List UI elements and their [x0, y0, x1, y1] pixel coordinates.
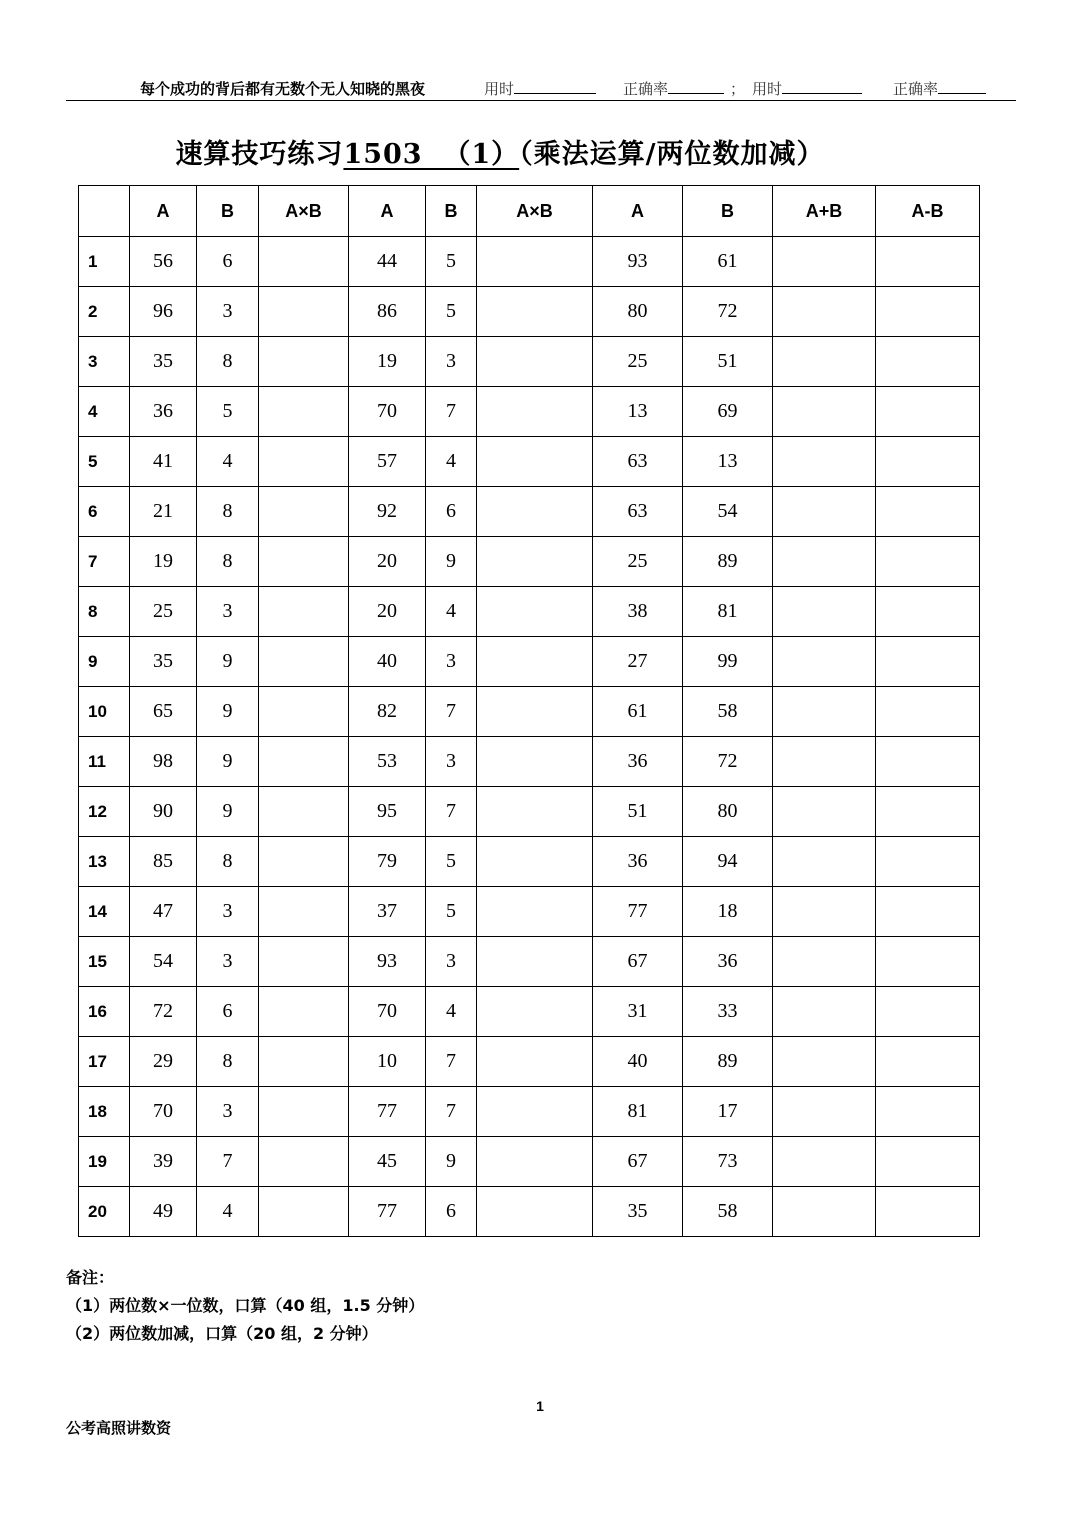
answer-product-cell[interactable] — [259, 1037, 349, 1087]
row-number-cell: 13 — [79, 837, 130, 887]
value-a-cell: 20 — [349, 587, 426, 637]
value-b-cell: 3 — [426, 737, 477, 787]
time-label-1: 用时 — [484, 80, 515, 98]
column-header: A-B — [876, 186, 980, 237]
answer-difference-cell[interactable] — [876, 637, 980, 687]
table-row — [79, 537, 980, 587]
value-a-cell: 36 — [593, 737, 683, 787]
value-a-cell: 25 — [130, 587, 197, 637]
value-a-cell: 40 — [349, 637, 426, 687]
accuracy-field-2[interactable] — [893, 78, 986, 99]
value-a-cell: 67 — [593, 937, 683, 987]
column-header: A — [349, 186, 426, 237]
value-b-cell: 3 — [426, 937, 477, 987]
value-b-cell: 9 — [197, 787, 259, 837]
value-a-cell: 61 — [593, 687, 683, 737]
time-blank-1[interactable] — [514, 79, 596, 94]
answer-product-cell[interactable] — [259, 437, 349, 487]
value-a-cell: 10 — [349, 1037, 426, 1087]
value-b-cell: 36 — [683, 937, 773, 987]
answer-product-cell[interactable] — [259, 1087, 349, 1137]
table-row — [79, 887, 980, 937]
answer-sum-cell[interactable] — [773, 487, 876, 537]
value-b-cell: 5 — [426, 837, 477, 887]
row-number-cell: 4 — [79, 387, 130, 437]
value-b-cell: 81 — [683, 587, 773, 637]
page-header — [66, 76, 1016, 101]
value-a-cell: 47 — [130, 887, 197, 937]
answer-product-cell[interactable] — [259, 587, 349, 637]
title-prefix: 速算技巧练习 — [175, 139, 344, 170]
value-a-cell: 77 — [349, 1087, 426, 1137]
value-a-cell: 98 — [130, 737, 197, 787]
answer-sum-cell[interactable] — [773, 1137, 876, 1187]
column-header: A+B — [773, 186, 876, 237]
answer-product-cell[interactable] — [477, 987, 593, 1037]
column-header: B — [426, 186, 477, 237]
value-b-cell: 6 — [426, 487, 477, 537]
value-b-cell: 8 — [197, 487, 259, 537]
answer-sum-cell[interactable] — [773, 737, 876, 787]
answer-product-cell[interactable] — [259, 287, 349, 337]
value-b-cell: 9 — [197, 737, 259, 787]
value-b-cell: 94 — [683, 837, 773, 887]
value-b-cell: 7 — [426, 387, 477, 437]
answer-difference-cell[interactable] — [876, 1187, 980, 1237]
value-b-cell: 17 — [683, 1087, 773, 1137]
table-row — [79, 1137, 980, 1187]
value-a-cell: 85 — [130, 837, 197, 887]
time-field-1[interactable] — [484, 78, 596, 99]
answer-product-cell[interactable] — [259, 487, 349, 537]
table-row — [79, 837, 980, 887]
answer-product-cell[interactable] — [477, 1037, 593, 1087]
header-separator: ； — [730, 80, 746, 98]
answer-difference-cell[interactable] — [876, 887, 980, 937]
answer-difference-cell[interactable] — [876, 537, 980, 587]
answer-sum-cell[interactable] — [773, 637, 876, 687]
value-b-cell: 89 — [683, 537, 773, 587]
value-a-cell: 70 — [349, 387, 426, 437]
answer-difference-cell[interactable] — [876, 587, 980, 637]
answer-difference-cell[interactable] — [876, 437, 980, 487]
value-b-cell: 4 — [197, 437, 259, 487]
answer-difference-cell[interactable] — [876, 737, 980, 787]
footer-text: 公考高照讲数资 — [66, 1419, 172, 1437]
value-b-cell: 9 — [197, 687, 259, 737]
row-number-cell: 1 — [79, 237, 130, 287]
column-header: B — [197, 186, 259, 237]
value-a-cell: 70 — [349, 987, 426, 1037]
value-a-cell: 77 — [593, 887, 683, 937]
value-a-cell: 93 — [593, 237, 683, 287]
answer-sum-cell[interactable] — [773, 787, 876, 837]
answer-product-cell[interactable] — [259, 687, 349, 737]
answer-product-cell[interactable] — [477, 787, 593, 837]
table-row — [79, 987, 980, 1037]
value-a-cell: 54 — [130, 937, 197, 987]
value-a-cell: 92 — [349, 487, 426, 537]
answer-product-cell[interactable] — [259, 1187, 349, 1237]
title-code: 1503 （1） — [343, 139, 520, 170]
table-row — [79, 687, 980, 737]
value-b-cell: 8 — [197, 837, 259, 887]
value-b-cell: 18 — [683, 887, 773, 937]
value-a-cell: 57 — [349, 437, 426, 487]
accuracy-label-2: 正确率 — [893, 80, 939, 98]
column-header: B — [683, 186, 773, 237]
value-b-cell: 8 — [197, 537, 259, 587]
row-number-cell: 12 — [79, 787, 130, 837]
table-row — [79, 637, 980, 687]
answer-sum-cell[interactable] — [773, 1187, 876, 1237]
value-a-cell: 93 — [349, 937, 426, 987]
value-b-cell: 54 — [683, 487, 773, 537]
answer-difference-cell[interactable] — [876, 987, 980, 1037]
value-a-cell: 67 — [593, 1137, 683, 1187]
value-a-cell: 44 — [349, 237, 426, 287]
table-body — [79, 237, 980, 1237]
answer-difference-cell[interactable] — [876, 237, 980, 287]
value-a-cell: 40 — [593, 1037, 683, 1087]
value-b-cell: 61 — [683, 237, 773, 287]
answer-product-cell[interactable] — [477, 937, 593, 987]
value-b-cell: 6 — [426, 1187, 477, 1237]
value-b-cell: 58 — [683, 687, 773, 737]
value-a-cell: 38 — [593, 587, 683, 637]
answer-product-cell[interactable] — [259, 237, 349, 287]
value-b-cell: 5 — [426, 887, 477, 937]
value-a-cell: 35 — [593, 1187, 683, 1237]
value-b-cell: 7 — [426, 687, 477, 737]
value-a-cell: 19 — [349, 337, 426, 387]
value-b-cell: 3 — [426, 337, 477, 387]
table-row — [79, 237, 980, 287]
value-a-cell: 86 — [349, 287, 426, 337]
value-a-cell: 80 — [593, 287, 683, 337]
answer-sum-cell[interactable] — [773, 537, 876, 587]
answer-difference-cell[interactable] — [876, 687, 980, 737]
table-header-row — [79, 186, 980, 237]
answer-product-cell[interactable] — [477, 387, 593, 437]
value-a-cell: 27 — [593, 637, 683, 687]
answer-sum-cell[interactable] — [773, 587, 876, 637]
value-a-cell: 36 — [593, 837, 683, 887]
value-b-cell: 13 — [683, 437, 773, 487]
value-b-cell: 3 — [197, 1087, 259, 1137]
value-a-cell: 31 — [593, 987, 683, 1037]
value-a-cell: 20 — [349, 537, 426, 587]
value-a-cell: 13 — [593, 387, 683, 437]
value-b-cell: 4 — [426, 437, 477, 487]
table-row — [79, 587, 980, 637]
answer-product-cell[interactable] — [259, 787, 349, 837]
value-a-cell: 21 — [130, 487, 197, 537]
title-suffix: （乘法运算/两位数加减） — [519, 139, 825, 170]
practice-table — [78, 185, 980, 1237]
answer-difference-cell[interactable] — [876, 937, 980, 987]
answer-product-cell[interactable] — [477, 487, 593, 537]
value-b-cell: 73 — [683, 1137, 773, 1187]
table-row — [79, 1087, 980, 1137]
value-b-cell: 51 — [683, 337, 773, 387]
time-field-2[interactable] — [752, 78, 862, 99]
answer-product-cell[interactable] — [477, 1087, 593, 1137]
answer-sum-cell[interactable] — [773, 387, 876, 437]
row-number-cell: 15 — [79, 937, 130, 987]
value-a-cell: 82 — [349, 687, 426, 737]
notes-section — [66, 1264, 424, 1348]
value-b-cell: 58 — [683, 1187, 773, 1237]
value-b-cell: 6 — [197, 987, 259, 1037]
row-number-cell: 3 — [79, 337, 130, 387]
answer-difference-cell[interactable] — [876, 487, 980, 537]
value-b-cell: 69 — [683, 387, 773, 437]
value-a-cell: 56 — [130, 237, 197, 287]
answer-product-cell[interactable] — [259, 737, 349, 787]
value-a-cell: 72 — [130, 987, 197, 1037]
table-row — [79, 387, 980, 437]
value-a-cell: 25 — [593, 537, 683, 587]
accuracy-blank-2[interactable] — [938, 79, 986, 94]
value-b-cell: 4 — [426, 987, 477, 1037]
value-a-cell: 51 — [593, 787, 683, 837]
answer-difference-cell[interactable] — [876, 837, 980, 887]
notes-line-1: （1）两位数×一位数，口算（40 组，1.5 分钟） — [66, 1296, 425, 1315]
value-b-cell: 7 — [426, 787, 477, 837]
accuracy-blank-1[interactable] — [668, 79, 724, 94]
value-b-cell: 72 — [683, 737, 773, 787]
value-b-cell: 72 — [683, 287, 773, 337]
answer-product-cell[interactable] — [477, 887, 593, 937]
answer-sum-cell[interactable] — [773, 287, 876, 337]
row-number-cell: 18 — [79, 1087, 130, 1137]
row-number-cell: 5 — [79, 437, 130, 487]
answer-product-cell[interactable] — [477, 237, 593, 287]
answer-sum-cell[interactable] — [773, 237, 876, 287]
answer-sum-cell[interactable] — [773, 687, 876, 737]
value-a-cell: 53 — [349, 737, 426, 787]
table-row — [79, 1187, 980, 1237]
answer-product-cell[interactable] — [477, 537, 593, 587]
page-title — [0, 132, 1000, 171]
value-b-cell: 33 — [683, 987, 773, 1037]
value-b-cell: 5 — [426, 287, 477, 337]
table-row — [79, 737, 980, 787]
value-b-cell: 8 — [197, 1037, 259, 1087]
row-number-cell: 20 — [79, 1187, 130, 1237]
time-blank-2[interactable] — [782, 79, 862, 94]
answer-difference-cell[interactable] — [876, 1037, 980, 1087]
answer-product-cell[interactable] — [259, 987, 349, 1037]
column-header — [79, 186, 130, 237]
value-b-cell: 6 — [197, 237, 259, 287]
answer-sum-cell[interactable] — [773, 837, 876, 887]
value-a-cell: 81 — [593, 1087, 683, 1137]
page-number: 1 — [536, 1398, 544, 1414]
answer-difference-cell[interactable] — [876, 387, 980, 437]
answer-difference-cell[interactable] — [876, 1087, 980, 1137]
row-number-cell: 10 — [79, 687, 130, 737]
answer-product-cell[interactable] — [477, 637, 593, 687]
row-number-cell: 6 — [79, 487, 130, 537]
row-number-cell: 8 — [79, 587, 130, 637]
answer-product-cell[interactable] — [259, 537, 349, 587]
value-a-cell: 70 — [130, 1087, 197, 1137]
value-b-cell: 5 — [426, 237, 477, 287]
answer-product-cell[interactable] — [259, 337, 349, 387]
row-number-cell: 7 — [79, 537, 130, 587]
value-a-cell: 29 — [130, 1037, 197, 1087]
column-header: A×B — [477, 186, 593, 237]
answer-sum-cell[interactable] — [773, 1087, 876, 1137]
answer-sum-cell[interactable] — [773, 887, 876, 937]
value-b-cell: 8 — [197, 337, 259, 387]
value-a-cell: 77 — [349, 1187, 426, 1237]
value-a-cell: 90 — [130, 787, 197, 837]
answer-sum-cell[interactable] — [773, 1037, 876, 1087]
answer-product-cell[interactable] — [477, 1137, 593, 1187]
answer-product-cell[interactable] — [259, 937, 349, 987]
value-b-cell: 9 — [197, 637, 259, 687]
answer-product-cell[interactable] — [477, 437, 593, 487]
answer-difference-cell[interactable] — [876, 1137, 980, 1187]
header-motto: 每个成功的背后都有无数个无人知晓的黑夜 — [140, 80, 426, 98]
notes-heading: 备注： — [66, 1268, 115, 1287]
value-a-cell: 95 — [349, 787, 426, 837]
answer-difference-cell[interactable] — [876, 337, 980, 387]
answer-product-cell[interactable] — [259, 837, 349, 887]
answer-difference-cell[interactable] — [876, 787, 980, 837]
value-a-cell: 35 — [130, 637, 197, 687]
value-b-cell: 7 — [426, 1037, 477, 1087]
row-number-cell: 17 — [79, 1037, 130, 1087]
value-a-cell: 63 — [593, 437, 683, 487]
value-b-cell: 3 — [197, 587, 259, 637]
answer-sum-cell[interactable] — [773, 987, 876, 1037]
row-number-cell: 11 — [79, 737, 130, 787]
row-number-cell: 2 — [79, 287, 130, 337]
value-a-cell: 49 — [130, 1187, 197, 1237]
answer-sum-cell[interactable] — [773, 937, 876, 987]
answer-sum-cell[interactable] — [773, 337, 876, 387]
value-b-cell: 80 — [683, 787, 773, 837]
answer-product-cell[interactable] — [259, 387, 349, 437]
value-a-cell: 19 — [130, 537, 197, 587]
row-number-cell: 14 — [79, 887, 130, 937]
table-row — [79, 287, 980, 337]
value-a-cell: 35 — [130, 337, 197, 387]
answer-product-cell[interactable] — [477, 287, 593, 337]
answer-product-cell[interactable] — [477, 837, 593, 887]
table-row — [79, 787, 980, 837]
value-a-cell: 37 — [349, 887, 426, 937]
answer-product-cell[interactable] — [259, 637, 349, 687]
row-number-cell: 9 — [79, 637, 130, 687]
value-a-cell: 63 — [593, 487, 683, 537]
answer-product-cell[interactable] — [477, 737, 593, 787]
value-a-cell: 36 — [130, 387, 197, 437]
answer-product-cell[interactable] — [477, 1187, 593, 1237]
value-a-cell: 41 — [130, 437, 197, 487]
answer-product-cell[interactable] — [477, 337, 593, 387]
answer-difference-cell[interactable] — [876, 287, 980, 337]
answer-product-cell[interactable] — [477, 687, 593, 737]
column-header: A — [593, 186, 683, 237]
answer-sum-cell[interactable] — [773, 437, 876, 487]
table-row — [79, 1037, 980, 1087]
value-a-cell: 45 — [349, 1137, 426, 1187]
value-b-cell: 4 — [426, 587, 477, 637]
value-b-cell: 7 — [197, 1137, 259, 1187]
accuracy-field-1[interactable] — [623, 78, 724, 99]
value-b-cell: 99 — [683, 637, 773, 687]
value-a-cell: 39 — [130, 1137, 197, 1187]
value-b-cell: 3 — [197, 887, 259, 937]
answer-product-cell[interactable] — [259, 1137, 349, 1187]
value-b-cell: 7 — [426, 1087, 477, 1137]
value-a-cell: 25 — [593, 337, 683, 387]
value-a-cell: 96 — [130, 287, 197, 337]
notes-line-2: （2）两位数加减，口算（20 组，2 分钟） — [66, 1324, 378, 1343]
value-b-cell: 3 — [426, 637, 477, 687]
table-row — [79, 337, 980, 387]
row-number-cell: 16 — [79, 987, 130, 1037]
value-b-cell: 9 — [426, 537, 477, 587]
time-label-2: 用时 — [752, 80, 783, 98]
value-b-cell: 3 — [197, 937, 259, 987]
value-a-cell: 79 — [349, 837, 426, 887]
table-row — [79, 937, 980, 987]
value-a-cell: 65 — [130, 687, 197, 737]
table-row — [79, 487, 980, 537]
row-number-cell: 19 — [79, 1137, 130, 1187]
value-b-cell: 9 — [426, 1137, 477, 1187]
answer-product-cell[interactable] — [477, 587, 593, 637]
value-b-cell: 89 — [683, 1037, 773, 1087]
accuracy-label-1: 正确率 — [623, 80, 669, 98]
value-b-cell: 4 — [197, 1187, 259, 1237]
answer-product-cell[interactable] — [259, 887, 349, 937]
column-header: A×B — [259, 186, 349, 237]
value-b-cell: 5 — [197, 387, 259, 437]
value-b-cell: 3 — [197, 287, 259, 337]
table-row — [79, 437, 980, 487]
column-header: A — [130, 186, 197, 237]
